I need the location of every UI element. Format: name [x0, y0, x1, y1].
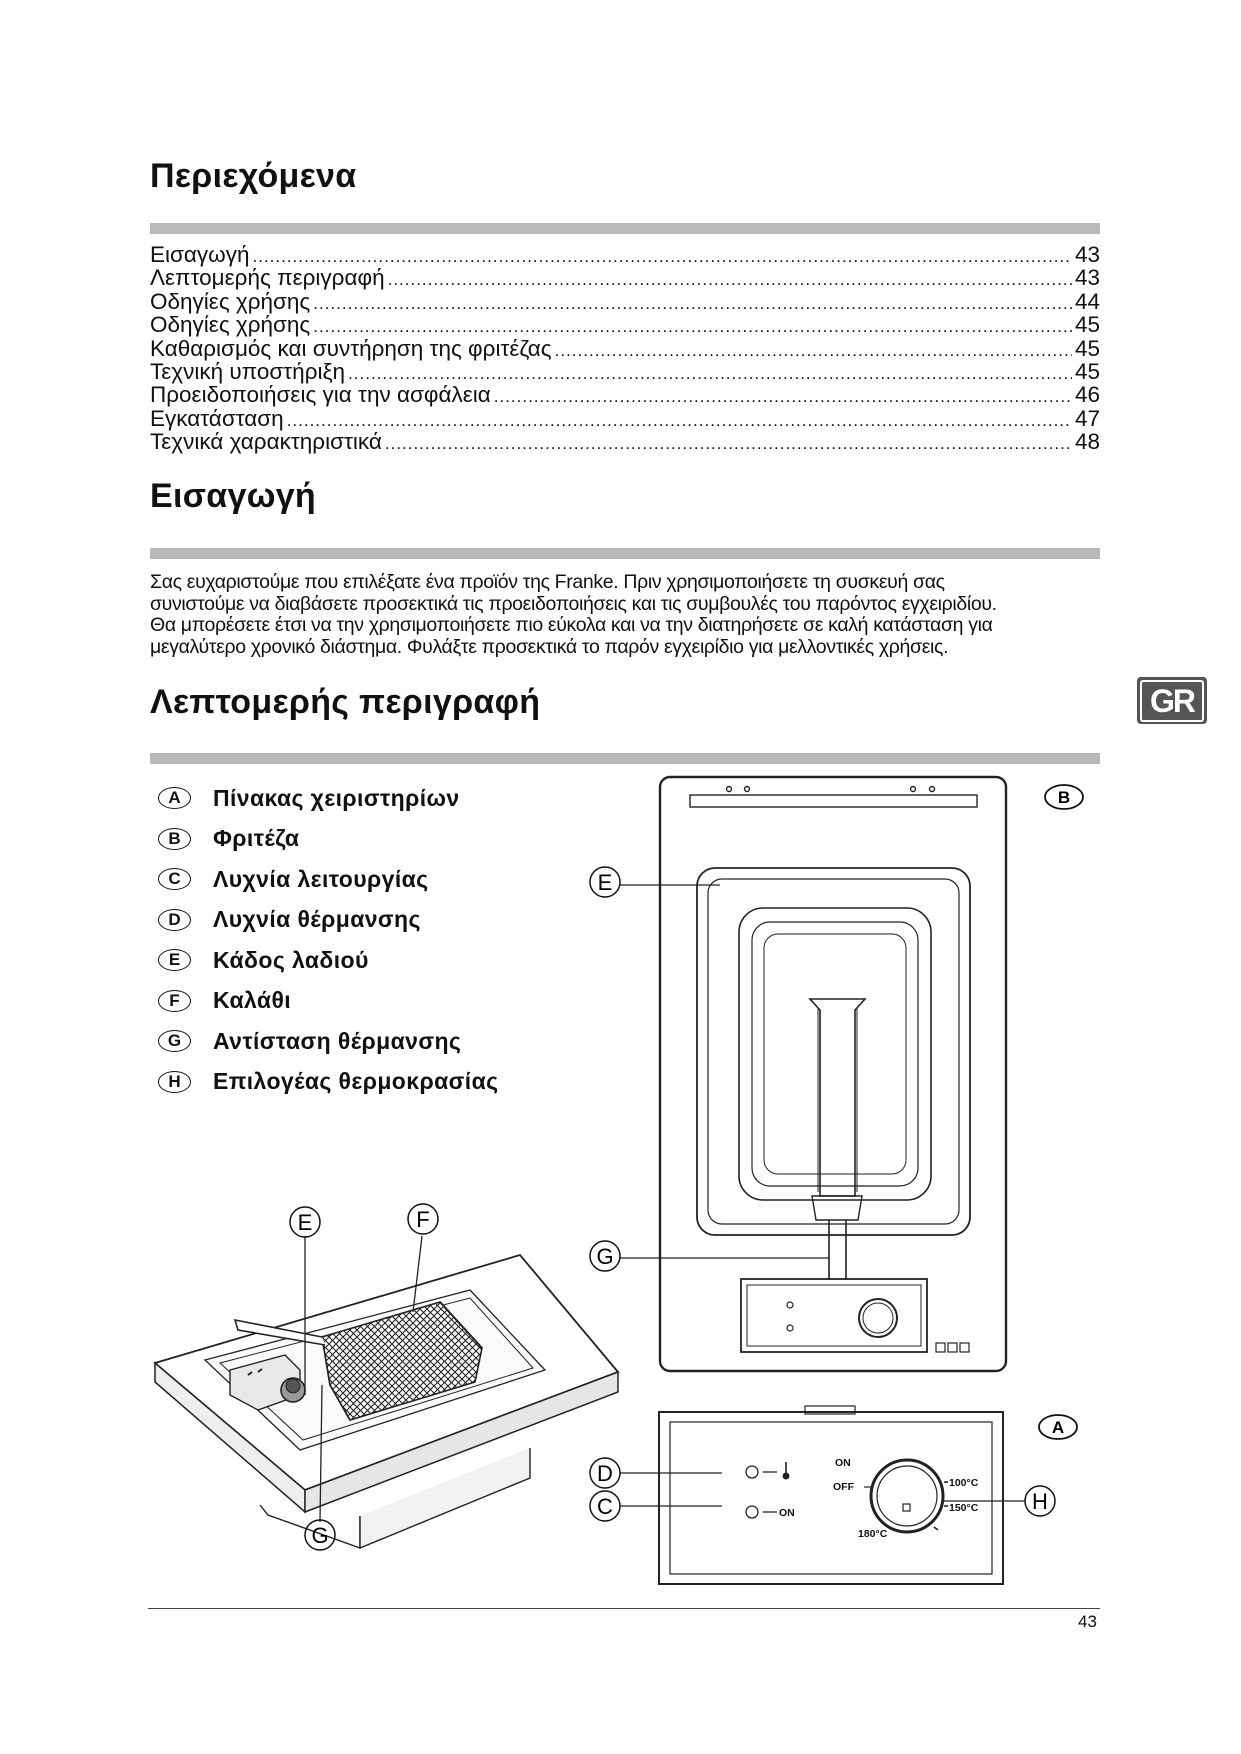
callout-G — [590, 1241, 620, 1271]
legend-letter-badge: D — [158, 909, 191, 931]
contents-heading: Περιεχόμενα — [150, 157, 357, 195]
legend-letter-badge: B — [158, 828, 191, 850]
legend-letter-badge: C — [158, 868, 191, 890]
description-heading: Λεπτομερής περιγραφή — [150, 683, 541, 721]
on-indicator-label: ON — [779, 1507, 795, 1519]
page-number: 43 — [1078, 1612, 1097, 1631]
intro-line: συνιστούμε να διαβάσετε προσεκτικά τις προειδοποιήσεις και τις συμβουλές του παρόντος εγχειριδίου. — [150, 592, 997, 615]
legend-label: Καλάθι — [213, 987, 292, 1014]
language-badge-label: GR — [1140, 680, 1204, 722]
top-view-fryer — [620, 777, 1006, 1371]
callout-letter: C — [597, 1494, 613, 1519]
intro-line: Σας ευχαριστούμε που επιλέξατε ένα προϊόν της Franke. Πριν χρησιμοποιήσετε τη συσκευή σας — [150, 571, 945, 593]
intro-heading: Εισαγωγή — [150, 477, 316, 515]
callout-letter: B — [1057, 788, 1071, 807]
callout-G-iso — [305, 1520, 335, 1550]
legend-label: Κάδος λαδιού — [213, 946, 369, 973]
callout-letter: D — [597, 1461, 613, 1486]
callout-F-iso — [408, 1204, 438, 1234]
intro-line: μεγαλύτερο χρονικό διάστημα. Φυλάξτε προσεκτικά το παρόν εγχειρίδιο για μελλοντικές χρήσεις. — [150, 635, 949, 658]
toc-entry-page: 48 — [1074, 429, 1100, 455]
legend-label: Λυχνία θέρμανσης — [213, 906, 421, 933]
toc-entry-title: Λεπτομερής περιγραφή — [150, 265, 385, 291]
temp-100-label: 100°C — [949, 1477, 979, 1489]
callout-E-iso — [290, 1207, 320, 1237]
toc-entry-page: 46 — [1074, 382, 1100, 408]
legend-letter-badge: F — [158, 990, 191, 1012]
toc-entry-page: 45 — [1074, 312, 1100, 338]
intro-line: Θα μπορέσετε έτσι να την χρησιμοποιήσετε πιο εύκολα και να την διατηρήσετε σε καλή κατάσταση για — [150, 614, 993, 636]
callout-A — [1039, 1415, 1077, 1439]
toc-entry-page: 45 — [1074, 335, 1100, 361]
legend-label: Φριτέζα — [213, 825, 300, 852]
toc-entry-title: Τεχνική υποστήριξη — [150, 358, 346, 384]
callout-B — [1045, 785, 1083, 809]
toc-entry-title: Οδηγίες χρήσης — [150, 312, 311, 338]
toc-entry-page: 45 — [1074, 358, 1100, 384]
legend-letter-badge: H — [158, 1071, 191, 1093]
footer-divider — [148, 1608, 1100, 1609]
toc-entry-page: 47 — [1074, 405, 1100, 431]
callout-letter: E — [597, 870, 613, 895]
toc-entry-title: Εισαγωγή — [150, 242, 250, 267]
legend-letter-badge: G — [158, 1030, 191, 1052]
legend-letter-badge: E — [158, 949, 191, 971]
toc-entry-title: Τεχνικά χαρακτηριστικά — [150, 429, 382, 455]
isometric-fryer — [155, 1236, 618, 1548]
toc-entry-page: 44 — [1074, 288, 1100, 314]
callout-H — [1025, 1486, 1055, 1516]
callout-letter: E — [297, 1210, 313, 1235]
legend-letter-badge: A — [158, 787, 191, 809]
legend-label: Πίνακας χειριστηρίων — [213, 784, 460, 811]
callout-letter: H — [1032, 1489, 1048, 1514]
callout-C — [590, 1491, 620, 1521]
toc-entry-page: 43 — [1074, 265, 1100, 291]
off-label: OFF — [833, 1481, 854, 1493]
callout-E — [590, 867, 620, 897]
legend-label: Επιλογέας θερμοκρασίας — [213, 1068, 499, 1095]
temp-150-label: 150°C — [949, 1502, 979, 1514]
on-label: ON — [835, 1457, 851, 1469]
toc-entry-title: Προειδοποιήσεις για την ασφάλεια — [150, 382, 491, 408]
toc-entry-title: Οδηγίες χρήσης — [150, 288, 311, 314]
callout-letter: A — [1051, 1418, 1065, 1437]
legend-label: Αντίσταση θέρμανσης — [213, 1027, 462, 1054]
callout-letter: G — [596, 1244, 614, 1269]
callout-D — [590, 1458, 620, 1488]
temp-180-label: 180°C — [858, 1528, 888, 1540]
control-panel-diagram — [620, 1406, 1025, 1584]
toc-entry-title: Εγκατάσταση — [150, 405, 284, 431]
callout-letter: F — [416, 1207, 430, 1232]
toc-entry-title: Καθαρισμός και συντήρηση της φριτέζας — [150, 335, 552, 361]
temperature-scale — [779, 1457, 979, 1540]
toc-entry-page: 43 — [1074, 242, 1100, 267]
callout-letter: G — [311, 1523, 329, 1548]
legend-label: Λυχνία λειτουργίας — [213, 865, 429, 892]
